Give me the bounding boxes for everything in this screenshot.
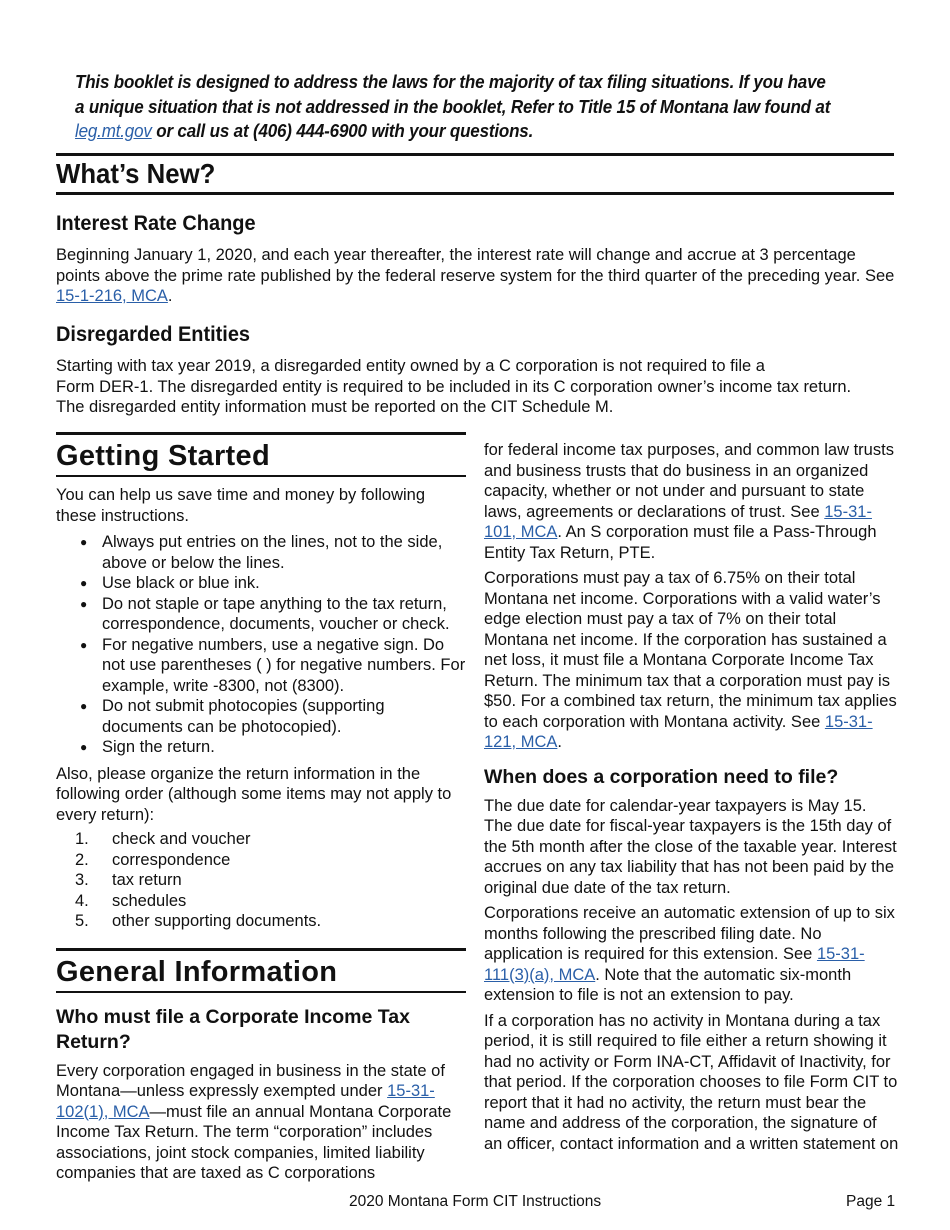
list-item: ● Sign the return. (56, 737, 466, 758)
section-rule (56, 991, 466, 993)
list-item: 5. other supporting documents. (75, 912, 322, 930)
list-item: 4. schedules (75, 891, 187, 910)
disregarded-entities-heading: Disregarded Entities (56, 323, 251, 346)
mca-15-31-101-link[interactable]: 15-31-101, MCA (484, 502, 872, 541)
footer-title: 2020 Montana Form CIT Instructions (349, 1193, 602, 1210)
when-to-file-heading: When does a corporation need to file? (484, 765, 839, 788)
list-item: ● Do not submit photocopies (supporting documents can be photocopied). (56, 696, 466, 737)
left-column (56, 432, 466, 1184)
leg-mt-gov-link[interactable]: leg.mt.gov (75, 120, 152, 141)
interest-rate-heading: Interest Rate Change (56, 212, 256, 235)
getting-started-heading: Getting Started (56, 440, 270, 472)
extension-paragraph: Corporations receive an automatic extension of up to six months following the prescribed filing date. No application is required for this extension. See 15-31-111(3)(a), MCA. Note that the automatic six-month extension to file is not an extension to pay. (484, 904, 895, 1004)
who-must-file-paragraph: Every corporation engaged in business in the state of Montana—unless expressly exempted under 15-31-102(1), MCA—must file an annual Montana Corporate Income Tax Return. The term “corporation” includes associations, joint stock companies, limited liability companies that are taxed as C corporations (56, 1061, 452, 1182)
order-intro: Also, please organize the return information in the following order (although some items may not apply to every return): (56, 764, 452, 824)
who-must-file-continued: for federal income tax purposes, and common law trusts and business trusts that do business in an organized capacity, whether or not under and pursuant to state laws, agreements or declarations of trust. See 15-31-101, MCA. An S corporation must file a Pass-Through Entity Tax Return, PTE. (484, 441, 894, 562)
page-number: Page 1 (846, 1193, 896, 1210)
section-rule (56, 432, 466, 435)
section-rule (56, 948, 466, 951)
mca-15-31-121-link[interactable]: 15-31-121, MCA (484, 712, 873, 751)
list-item: 2. correspondence (75, 850, 231, 869)
list-item: ● Always put entries on the lines, not to the side, above or below the lines. (56, 532, 466, 573)
order-list (56, 829, 466, 932)
right-column (484, 440, 899, 1154)
disregarded-entities-paragraph: Starting with tax year 2019, a disregarded entity owned by a C corporation is not required to file a Form DER-1. The disregarded entity is required to be included in its C corporation owner’s income tax return. The disregarded entity information must be reported on the CIT Schedule M. (56, 357, 852, 416)
section-rule (56, 192, 894, 195)
mca-15-31-102-link[interactable]: 15-31-102(1), MCA (56, 1082, 435, 1121)
instructions-list (56, 532, 466, 758)
list-item: ● Use black or blue ink. (56, 573, 466, 594)
interest-rate-paragraph: Beginning January 1, 2020, and each year thereafter, the interest rate will change and accrue at 3 percentage points above the prime rate published by the federal reserve system for the third quarter of the preceding year. See 15-1-216, MCA. (56, 246, 895, 305)
who-must-file-heading: Who must file a Corporate Income Tax Return? (56, 1005, 410, 1053)
intro-text: This booklet is designed to address the laws for the majority of tax filing situations. If you have a unique situation that is not addressed in the booklet, Refer to Title 15 of Montana law found at (75, 71, 831, 117)
due-date-paragraph: The due date for calendar-year taxpayers is May 15. The due date for fiscal-year taxpayers is the 15th day of the 5th month after the close of the taxable year. Interest accrues on any tax liability that has not been paid by the original due date of the tax return. (484, 796, 897, 897)
getting-started-intro: You can help us save time and money by following these instructions. (56, 486, 426, 525)
whats-new-heading: What’s New? (56, 158, 216, 189)
list-item: ● Do not staple or tape anything to the tax return, correspondence, documents, voucher or check. (56, 594, 466, 635)
list-item: 3. tax return (75, 871, 182, 889)
tax-rate-paragraph: Corporations must pay a tax of 6.75% on their total Montana net income. Corporations with a valid water’s edge election must pay a tax of 7% on their total Montana net income. If the corporation has sustained a net loss, it must file a Montana Corporate Income Tax Return. The minimum tax that a corporation must pay is $50. For a combined tax return, the minimum tax applies to each corporation with Montana activity. See 15-31-121, MCA. (484, 569, 897, 751)
intro-text-after: or call us at (406) 444-6900 with your questions. (151, 120, 534, 141)
general-information-heading: General Information (56, 955, 338, 988)
section-rule (56, 475, 466, 477)
mca-15-1-216-link[interactable]: 15-1-216, MCA (56, 287, 168, 305)
section-rule (56, 153, 894, 156)
mca-15-31-111-link[interactable]: 15-31-111(3)(a), MCA (484, 945, 865, 984)
intro-notice (75, 70, 839, 144)
list-item: 1. check and voucher (75, 830, 251, 848)
inactivity-paragraph: If a corporation has no activity in Montana during a tax period, it is still required to file either a return showing it had no activity or Form INA-CT, Affidavit of Inactivity, for that period. If the corporation chooses to file Form CIT to report that it had no activity, the return must bear the name and address of the corporation, the signature of an officer, contact information and a written statement on (484, 1011, 899, 1153)
list-item: ● For negative numbers, use a negative sign. Do not use parentheses ( ) for negative numbers. For example, write -8300, not (8300). (56, 635, 466, 697)
